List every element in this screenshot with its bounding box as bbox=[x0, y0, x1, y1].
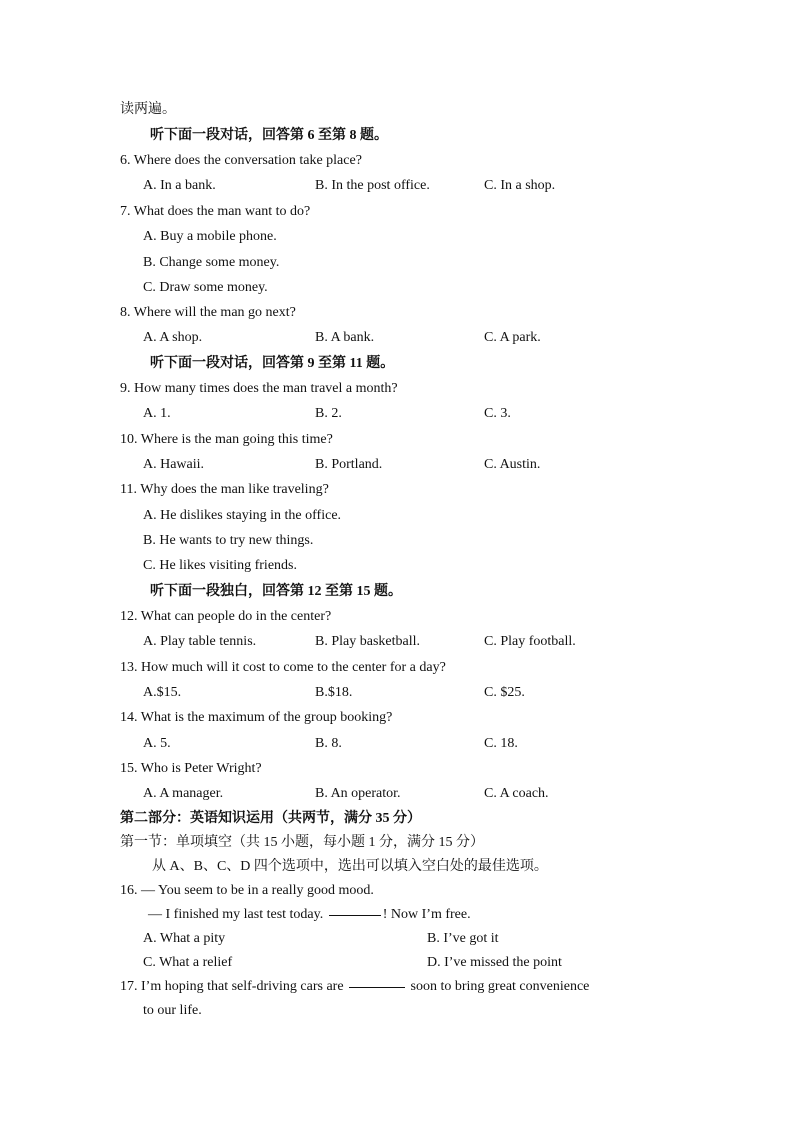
question-12-option-a: A. Play table tennis. bbox=[143, 634, 257, 649]
question-8-option-b: B. A bank. bbox=[315, 330, 375, 345]
question-15-option-c: C. A coach. bbox=[484, 786, 549, 801]
question-15-stem: 15. Who is Peter Wright? bbox=[120, 761, 262, 776]
question-9-option-a: A. 1. bbox=[143, 406, 171, 421]
question-13-option-a: A.$15. bbox=[143, 685, 182, 700]
question-17-line-2: to our life. bbox=[143, 1003, 202, 1018]
question-11-stem: 11. Why does the man like traveling? bbox=[120, 482, 329, 497]
question-14-stem: 14. What is the maximum of the group booking? bbox=[120, 710, 393, 725]
question-15-option-b: B. An operator. bbox=[315, 786, 401, 801]
question-17-line-1-after-blank: soon to bring great convenience bbox=[410, 979, 590, 994]
question-10-stem: 10. Where is the man going this time? bbox=[120, 432, 333, 447]
question-12-option-b: B. Play basketball. bbox=[315, 634, 420, 649]
part-2-section-1-heading: 第一节：单项填空（共 15 小题，每小题 1 分，满分 15 分） bbox=[120, 835, 484, 850]
question-6-option-b: B. In the post office. bbox=[315, 178, 430, 193]
question-16-line-2-before-blank: — I finished my last test today. bbox=[148, 907, 324, 922]
question-11-option-a: A. He dislikes staying in the office. bbox=[143, 508, 342, 523]
question-16-option-d: D. I’ve missed the point bbox=[427, 955, 562, 970]
question-16-option-b: B. I’ve got it bbox=[427, 931, 499, 946]
question-9-option-c: C. 3. bbox=[484, 406, 511, 421]
question-16-line-2 bbox=[148, 905, 471, 925]
question-7-option-a: A. Buy a mobile phone. bbox=[143, 229, 277, 244]
question-16-option-a: A. What a pity bbox=[143, 931, 226, 946]
question-8-option-a: A. A shop. bbox=[143, 330, 203, 345]
section-heading-q12-15: 听下面一段独白，回答第 12 至第 15 题。 bbox=[150, 584, 402, 599]
answer-blank bbox=[329, 914, 381, 916]
question-9-option-b: B. 2. bbox=[315, 406, 342, 421]
question-10-option-a: A. Hawaii. bbox=[143, 457, 205, 472]
question-8-option-c: C. A park. bbox=[484, 330, 541, 345]
question-16-line-1: 16. — You seem to be in a really good mood. bbox=[120, 883, 374, 898]
question-6-stem: 6. Where does the conversation take place? bbox=[120, 153, 362, 168]
question-13-option-b: B.$18. bbox=[315, 685, 353, 700]
section-heading-q9-11: 听下面一段对话，回答第 9 至第 11 题。 bbox=[150, 356, 395, 371]
question-16-line-2-after-blank: ! Now I’m free. bbox=[382, 907, 471, 922]
question-10-option-c: C. Austin. bbox=[484, 457, 541, 472]
question-12-stem: 12. What can people do in the center? bbox=[120, 609, 332, 624]
question-9-stem: 9. How many times does the man travel a month? bbox=[120, 381, 398, 396]
question-11-option-c: C. He likes visiting friends. bbox=[143, 558, 297, 573]
previous-instruction-tail: 读两遍。 bbox=[120, 102, 176, 117]
question-16-option-c: C. What a relief bbox=[143, 955, 233, 970]
part-2-instruction: 从 A、B、C、D 四个选项中，选出可以填入空白处的最佳选项。 bbox=[152, 859, 548, 874]
question-7-stem: 7. What does the man want to do? bbox=[120, 204, 311, 219]
question-12-option-c: C. Play football. bbox=[484, 634, 576, 649]
question-6-option-a: A. In a bank. bbox=[143, 178, 216, 193]
question-14-option-b: B. 8. bbox=[315, 736, 342, 751]
section-heading-q6-8: 听下面一段对话，回答第 6 至第 8 题。 bbox=[150, 128, 388, 143]
question-13-stem: 13. How much will it cost to come to the center for a day? bbox=[120, 660, 446, 675]
question-8-stem: 8. Where will the man go next? bbox=[120, 305, 296, 320]
question-14-option-a: A. 5. bbox=[143, 736, 171, 751]
part-2-title: 第二部分：英语知识运用（共两节，满分 35 分） bbox=[120, 811, 421, 826]
question-17-line-1-before-blank: 17. I’m hoping that self-driving cars are bbox=[120, 979, 344, 994]
question-6-option-c: C. In a shop. bbox=[484, 178, 556, 193]
question-11-option-b: B. He wants to try new things. bbox=[143, 533, 314, 548]
question-7-option-b: B. Change some money. bbox=[143, 255, 280, 270]
question-10-option-b: B. Portland. bbox=[315, 457, 383, 472]
question-7-option-c: C. Draw some money. bbox=[143, 280, 268, 295]
question-17-line-1 bbox=[120, 977, 589, 997]
answer-blank bbox=[349, 986, 405, 988]
question-13-option-c: C. $25. bbox=[484, 685, 525, 700]
question-14-option-c: C. 18. bbox=[484, 736, 518, 751]
question-15-option-a: A. A manager. bbox=[143, 786, 224, 801]
